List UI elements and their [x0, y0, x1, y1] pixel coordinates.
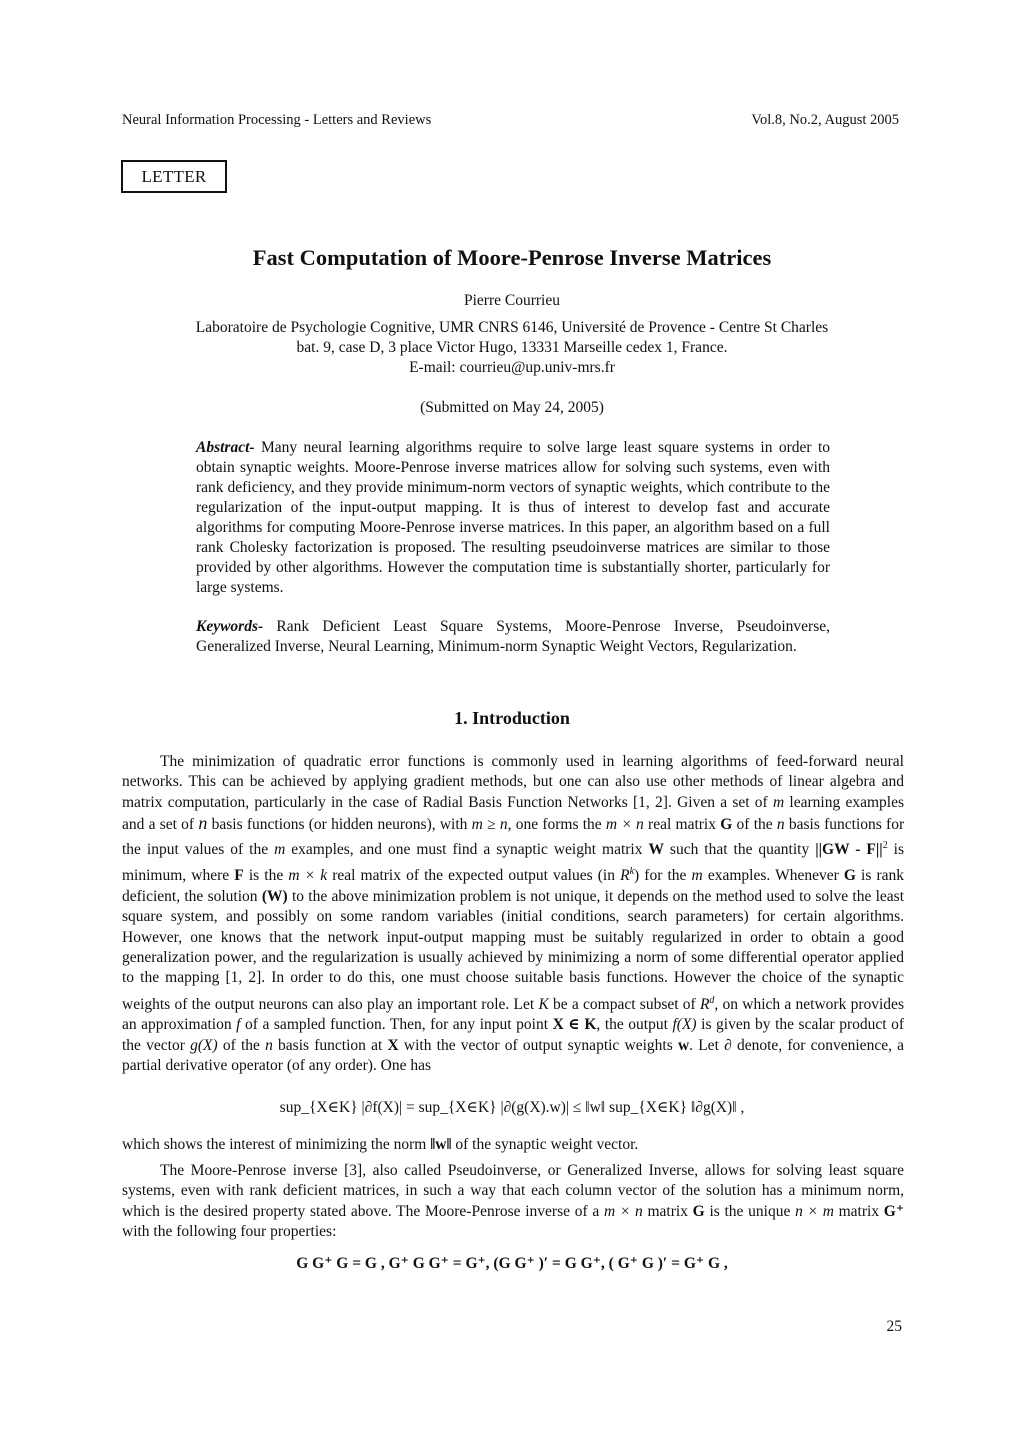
- paper-title: Fast Computation of Moore-Penrose Inverse Matrices: [252, 245, 772, 270]
- author-name: Pierre Courrieu: [464, 292, 560, 309]
- abstract: [196, 438, 830, 598]
- affiliation-line-2: bat. 9, case D, 3 place Victor Hugo, 13331 Marseille cedex 1, France.: [296, 339, 728, 356]
- keywords: [196, 617, 830, 657]
- intro-paragraph-2: The Moore-Penrose inverse [3], also called Pseudoinverse, or Generalized Inverse, allows for solving least square systems, even with rank deficient matrices, in such a way that each column vector of the solution has a minimum norm, which is the desired property stated above. The Moore-Penrose inverse of a m × n matrix G is the unique n × m matrix G⁺ with the following four properties:: [122, 1162, 905, 1241]
- article-type-label: LETTER: [141, 166, 207, 186]
- abstract-label: Abstract-: [196, 439, 255, 456]
- affiliation-line-1: Laboratoire de Psychologie Cognitive, UMR CNRS 6146, Université de Provence - Centre St Charles: [195, 319, 829, 336]
- author-email[interactable]: E-mail: courrieu@up.univ-mrs.fr: [409, 359, 615, 376]
- intro-paragraph-1: The minimization of quadratic error functions is commonly used in learning algorithms of feed-forward neural networks. This can be achieved by applying gradient methods, but one can also use other methods of linear algebra and matrix computation, particularly in the case of Radial Basis Function Networks [1, 2]. Given a set of m learning examples and a set of n basis functions (or hidden neurons), with m ≥ n, one forms the m × n real matrix G of the n basis functions for the input values of the m examples, and one must find a synaptic weight matrix W such that the quantity $||GW - F||^2$ is minimum, where F is the m × k real matrix of the expected output values (in $R^k$) for the m examples. Whenever G is rank deficient, the solution (W) to the above minimization problem is not unique, it depends on the method used to solve the least square system, and possibly on some random variables (initial conditions, search parameters) for certain algorithms. However, one knows that the network input-output mapping must be suitably regularized in order to obtain a good generalization power, and the regularization is usually achieved by minimizing a norm of some differential operator applied to the mapping [1, 2]. In order to do this, one must choose suitable basis functions. However the choice of the synaptic weights of the output neurons can also play an important role. Let K be a compact subset of $R^d$, on which a network provides an approximation f of a sampled function. Then, for any input point X ∈ K, the output f(X) is given by the scalar product of the vector g(X) of the n basis function at X with the vector of output synaptic weights w. Let ∂ denote, for convenience, a partial derivative operator (of any order). One has: [122, 753, 905, 1075]
- running-header-volume: Vol.8, No.2, August 2005: [751, 112, 899, 128]
- keywords-text: Rank Deficient Least Square Systems, Moore-Penrose Inverse, Pseudoinverse, Generalized Inverse, Neural Learning, Minimum-norm Synaptic Weight Vectors, Regularization.: [196, 618, 830, 655]
- section-heading-introduction: 1. Introduction: [454, 708, 570, 728]
- abstract-text: Many neural learning algorithms require to solve large least square systems in order to obtain synaptic weights. Moore-Penrose inverse matrices allow for solving such systems, even with rank deficiency, and they provide minimum-norm vectors of synaptic weights, which contribute to the regularization of the input-output mapping. It is thus of interest to develop fast and accurate algorithms for computing Moore-Penrose inverse matrices. In this paper, an algorithm based on a full rank Cholesky factorization is proposed. The resulting pseudoinverse matrices are similar to those provided by other algorithms. However the computation time is substantially shorter, particularly for large systems.: [196, 439, 831, 596]
- equation-1-followup: which shows the interest of minimizing the norm ‖w‖ of the synaptic weight vector.: [122, 1136, 639, 1153]
- submission-date: (Submitted on May 24, 2005): [420, 399, 604, 416]
- running-header-journal: Neural Information Processing - Letters and Reviews: [122, 112, 432, 128]
- page-number: 25: [886, 1318, 902, 1335]
- equation-1: sup_{X∈K} |∂f(X)| = sup_{X∈K} |∂(g(X).w)| ≤ ‖w‖ sup_{X∈K} ‖∂g(X)‖ ,: [279, 1099, 745, 1116]
- keywords-label: Keywords-: [196, 618, 264, 635]
- article-type-box: [121, 160, 227, 193]
- equation-2: G G⁺ G = G , G⁺ G G⁺ = G⁺, (G G⁺ )′ = G G⁺, ( G⁺ G )′ = G⁺ G ,: [296, 1255, 728, 1272]
